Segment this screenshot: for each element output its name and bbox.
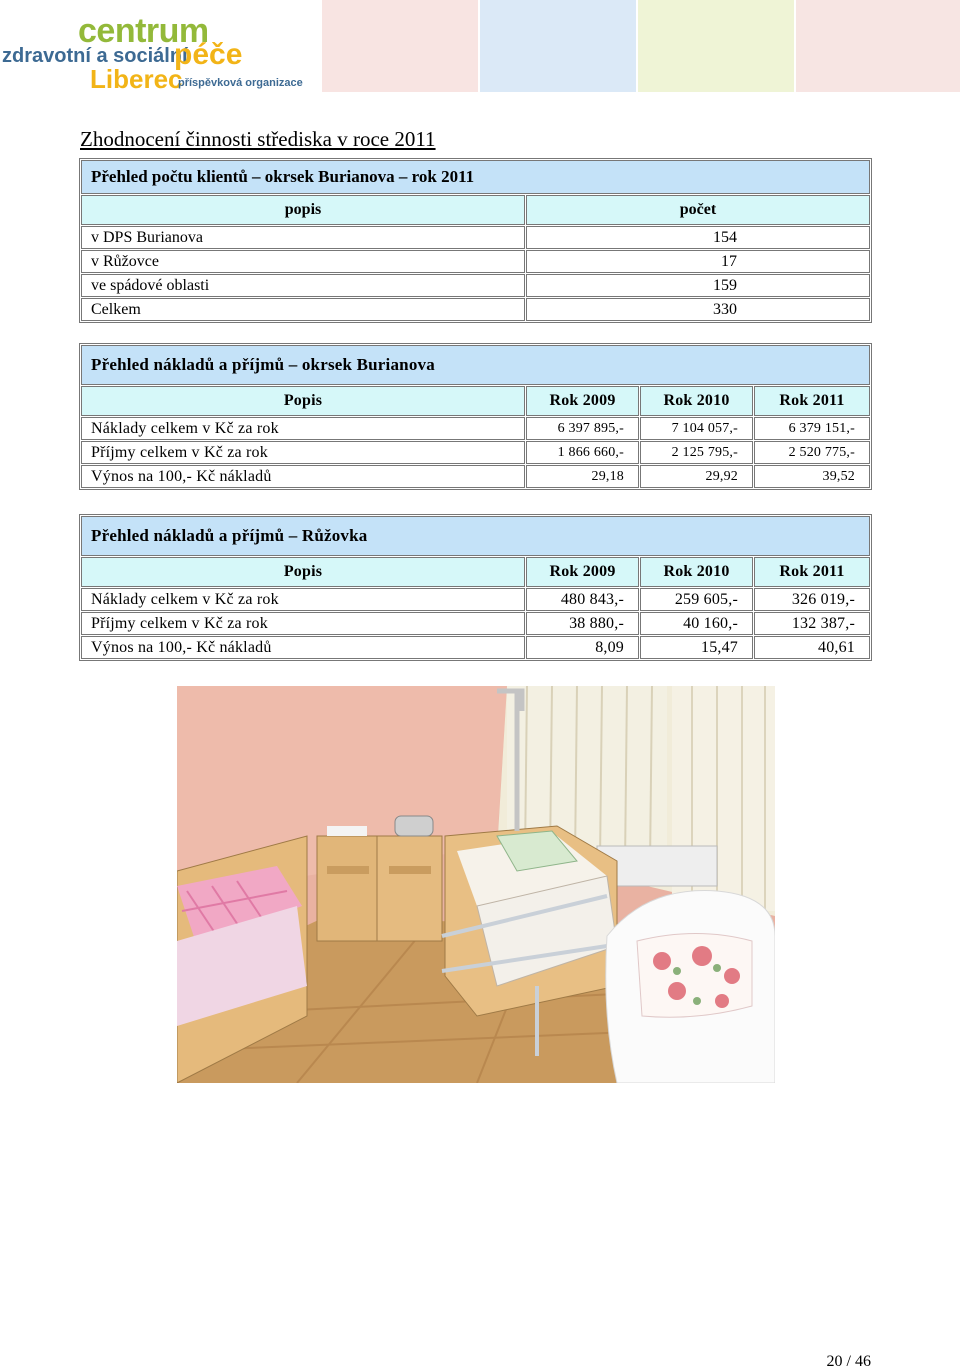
table-row: [81, 636, 870, 659]
column-header: Rok 2010: [640, 557, 753, 587]
table-heading: Přehled nákladů a příjmů – Růžovka: [81, 516, 870, 556]
burianova-finance-table: [79, 343, 872, 490]
logo-organization-type: příspěvková organizace: [178, 77, 303, 89]
room-photo: [177, 686, 775, 1083]
organization-logo: [0, 8, 320, 92]
row-label: v DPS Burianova: [81, 226, 525, 249]
table-row: [81, 250, 870, 273]
page-title: Zhodnocení činnosti střediska v roce 2011: [80, 127, 436, 151]
row-label: Celkem: [81, 298, 525, 321]
row-value: 330: [526, 298, 870, 321]
logo-subtitle: zdravotní a sociální: [2, 45, 188, 67]
client-count-table: [79, 158, 872, 323]
page-header: [0, 0, 960, 92]
cell-value: 2 520 775,-: [754, 441, 870, 464]
cell-value: 2 125 795,-: [640, 441, 753, 464]
column-header: Popis: [81, 557, 525, 587]
column-header: Popis: [81, 386, 525, 416]
cell-value: 40,61: [754, 636, 870, 659]
header-color-band-2: [480, 0, 636, 92]
column-header: Rok 2009: [526, 557, 639, 587]
table-heading-row: [81, 516, 870, 556]
cell-value: 6 379 151,-: [754, 417, 870, 440]
row-label: Příjmy celkem v Kč za rok: [81, 441, 525, 464]
cell-value: 7 104 057,-: [640, 417, 753, 440]
column-header: Rok 2009: [526, 386, 639, 416]
cell-value: 39,52: [754, 465, 870, 488]
table-row: [81, 465, 870, 488]
column-header: Rok 2011: [754, 557, 870, 587]
column-header: Rok 2011: [754, 386, 870, 416]
table-row: [81, 588, 870, 611]
cell-value: 29,18: [526, 465, 639, 488]
row-value: 154: [526, 226, 870, 249]
table-heading: Přehled nákladů a příjmů – okrsek Burianova: [81, 345, 870, 385]
table-column-header-row: [81, 195, 870, 225]
cell-value: 15,47: [640, 636, 753, 659]
cell-value: 326 019,-: [754, 588, 870, 611]
header-color-band-1: [322, 0, 478, 92]
column-header: popis: [81, 195, 525, 225]
cell-value: 38 880,-: [526, 612, 639, 635]
row-label: Výnos na 100,- Kč nákladů: [81, 465, 525, 488]
cell-value: 40 160,-: [640, 612, 753, 635]
table-heading: Přehled počtu klientů – okrsek Burianova – rok 2011: [81, 160, 870, 194]
column-header: Rok 2010: [640, 386, 753, 416]
table-heading-row: [81, 160, 870, 194]
row-label: Výnos na 100,- Kč nákladů: [81, 636, 525, 659]
cell-value: 480 843,-: [526, 588, 639, 611]
header-color-band-4: [796, 0, 960, 92]
table-column-header-row: [81, 557, 870, 587]
cell-value: 29,92: [640, 465, 753, 488]
row-label: ve spádové oblasti: [81, 274, 525, 297]
cell-value: 1 866 660,-: [526, 441, 639, 464]
table-row: [81, 298, 870, 321]
cell-value: 132 387,-: [754, 612, 870, 635]
table-heading-row: [81, 345, 870, 385]
row-value: 159: [526, 274, 870, 297]
table-row: [81, 226, 870, 249]
table-row: [81, 612, 870, 635]
column-header: počet: [526, 195, 870, 225]
ruzovka-finance-table: [79, 514, 872, 661]
row-label: Příjmy celkem v Kč za rok: [81, 612, 525, 635]
page-number: 20 / 46: [826, 1353, 871, 1370]
cell-value: 8,09: [526, 636, 639, 659]
logo-word-pece: péče: [174, 38, 243, 71]
table-row: [81, 441, 870, 464]
header-color-band-3: [638, 0, 794, 92]
logo-word-liberec: Liberec: [90, 64, 183, 94]
row-label: Náklady celkem v Kč za rok: [81, 588, 525, 611]
logo-word-centrum: centrum: [78, 12, 209, 50]
row-label: v Růžovce: [81, 250, 525, 273]
row-value: 17: [526, 250, 870, 273]
table-row: [81, 274, 870, 297]
table-column-header-row: [81, 386, 870, 416]
cell-value: 259 605,-: [640, 588, 753, 611]
cell-value: 6 397 895,-: [526, 417, 639, 440]
row-label: Náklady celkem v Kč za rok: [81, 417, 525, 440]
table-row: [81, 417, 870, 440]
